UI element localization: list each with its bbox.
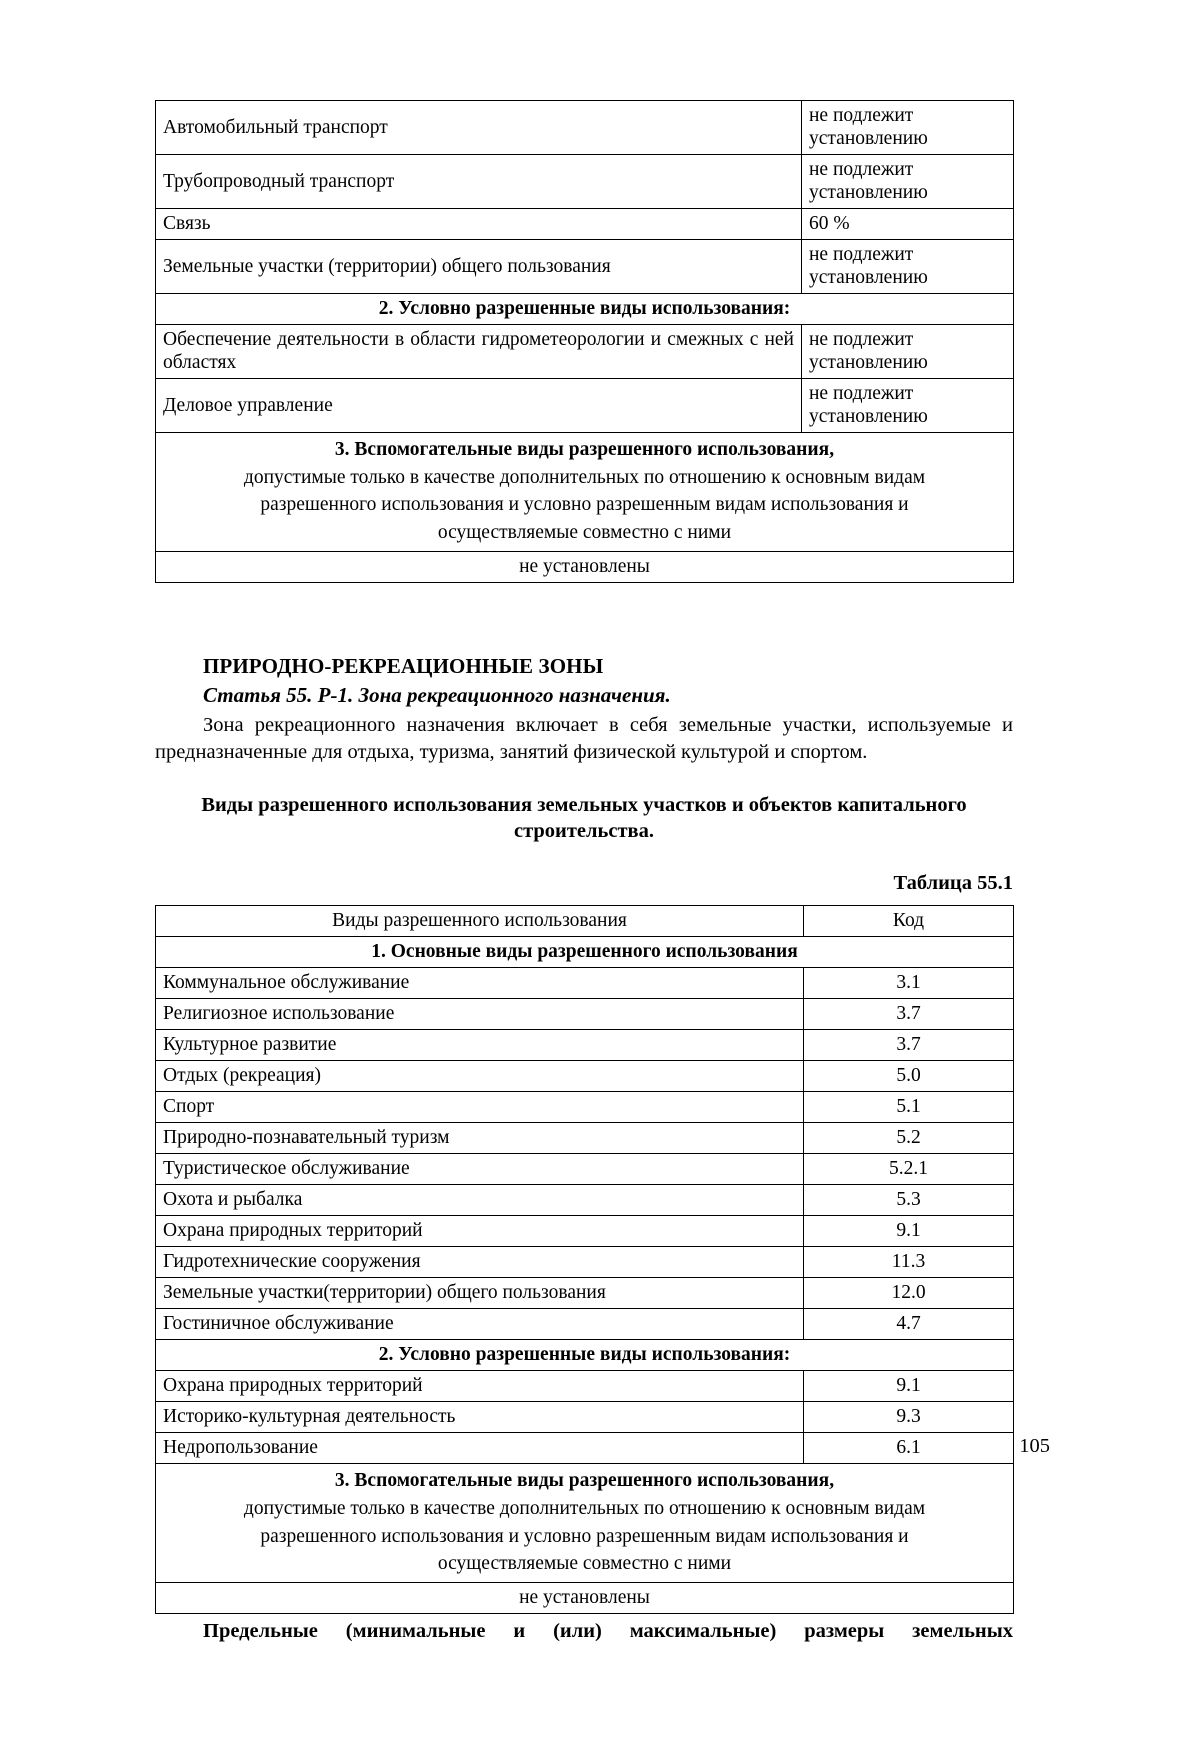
- use-type-cell: Гостиничное обслуживание: [156, 1309, 804, 1340]
- use-type-cell: Историко-культурная деятельность: [156, 1402, 804, 1433]
- use-type-cell: Охрана природных территорий: [156, 1371, 804, 1402]
- use-type-cell: Отдых (рекреация): [156, 1061, 804, 1092]
- table-row: [156, 1371, 1014, 1402]
- table-row: [156, 1030, 1014, 1061]
- auxiliary-uses-line-2: разрешенного использования и условно разрешенным видам использования и: [260, 494, 909, 516]
- use-type-cell: Обеспечение деятельности в области гидрометеорологии и смежных с ней областях: [156, 325, 802, 379]
- footer-continuation-text: Предельные (минимальные и (или) максимальные) размеры земельных: [203, 1620, 1013, 1643]
- use-type-cell: Трубопроводный транспорт: [156, 155, 802, 209]
- use-code-cell: 5.0: [804, 1061, 1014, 1092]
- table-section-header-row: [156, 294, 1014, 325]
- use-code-cell: 9.1: [804, 1216, 1014, 1247]
- table-row: [156, 968, 1014, 999]
- table-row: [156, 379, 1014, 433]
- table-row: [156, 1309, 1014, 1340]
- table-row: [156, 1278, 1014, 1309]
- table-row: [156, 1092, 1014, 1123]
- use-type-cell: Охрана природных территорий: [156, 1216, 804, 1247]
- table-row: [156, 155, 1014, 209]
- use-value-cell: не подлежит установлению: [802, 325, 1014, 379]
- use-type-cell: Гидротехнические сооружения: [156, 1247, 804, 1278]
- use-type-cell: Связь: [156, 209, 802, 240]
- table-section-note-row: [156, 433, 1014, 552]
- spacer: [155, 845, 1013, 871]
- use-value-cell: не подлежит установлению: [802, 240, 1014, 294]
- use-type-cell: Земельные участки(территории) общего пользования: [156, 1278, 804, 1309]
- table-row: [156, 1247, 1014, 1278]
- use-type-cell: Спорт: [156, 1092, 804, 1123]
- auxiliary-uses-heading: 3. Вспомогательные виды разрешенного использования,: [334, 439, 835, 460]
- use-value-cell: не подлежит установлению: [802, 155, 1014, 209]
- table-row: [156, 551, 1014, 582]
- table-header-row: [156, 906, 1014, 937]
- use-code-cell: 5.1: [804, 1092, 1014, 1123]
- table-row: [156, 1433, 1014, 1464]
- page-title: ПРИРОДНО-РЕКРЕАЦИОННЫЕ ЗОНЫ: [203, 653, 604, 678]
- use-code-cell: 6.1: [804, 1433, 1014, 1464]
- table-row: [156, 101, 1014, 155]
- section-header-conditional-uses: 2. Условно разрешенные виды использования:: [156, 1340, 1014, 1371]
- page-content: [155, 100, 1013, 1645]
- table-row: [156, 999, 1014, 1030]
- use-code-cell: 3.1: [804, 968, 1014, 999]
- table-row: [156, 1123, 1014, 1154]
- table-row: [156, 1185, 1014, 1216]
- table-row: [156, 1402, 1014, 1433]
- use-code-cell: 3.7: [804, 1030, 1014, 1061]
- table-caption: Таблица 55.1: [893, 871, 1013, 894]
- table-permitted-uses: [155, 905, 1014, 1614]
- table-row: [156, 1216, 1014, 1247]
- use-type-cell: Недропользование: [156, 1433, 804, 1464]
- use-value-cell: 60 %: [802, 209, 1014, 240]
- use-code-cell: 5.2: [804, 1123, 1014, 1154]
- use-code-cell: 12.0: [804, 1278, 1014, 1309]
- spacer: [155, 895, 1013, 905]
- article-title: Статья 55. Р-1. Зона рекреационного назначения.: [203, 683, 671, 707]
- use-type-cell: Туристическое обслуживание: [156, 1154, 804, 1185]
- auxiliary-uses-heading: 3. Вспомогательные виды разрешенного использования,: [334, 1470, 835, 1492]
- use-code-cell: 9.3: [804, 1402, 1014, 1433]
- permitted-uses-subheading-line-1: Виды разрешенного использования земельных участков и объектов капитального: [201, 793, 967, 816]
- use-code-cell: 9.1: [804, 1371, 1014, 1402]
- column-header-uses: Виды разрешенного использования: [156, 906, 804, 937]
- auxiliary-uses-line-1: допустимые только в качестве дополнительных по отношению к основным видам: [243, 1498, 926, 1520]
- use-type-cell: Культурное развитие: [156, 1030, 804, 1061]
- table-row: [156, 209, 1014, 240]
- use-type-cell: Природно-познавательный туризм: [156, 1123, 804, 1154]
- section-header-conditional-uses: 2. Условно разрешенные виды использования:: [156, 294, 1014, 325]
- use-code-cell: 5.2.1: [804, 1154, 1014, 1185]
- use-type-cell: Деловое управление: [156, 379, 802, 433]
- table-row: [156, 1061, 1014, 1092]
- use-code-cell: 5.3: [804, 1185, 1014, 1216]
- use-type-cell: Коммунальное обслуживание: [156, 968, 804, 999]
- permitted-uses-subheading-line-2: строительства.: [513, 820, 654, 843]
- use-value-cell: не подлежит установлению: [802, 101, 1014, 155]
- page-number: 105: [1019, 1435, 1050, 1457]
- spacer: [155, 583, 1013, 653]
- use-code-cell: 3.7: [804, 999, 1014, 1030]
- use-code-cell: 4.7: [804, 1309, 1014, 1340]
- table-row: [156, 1583, 1014, 1614]
- use-type-cell: Автомобильный транспорт: [156, 101, 802, 155]
- table-section-header-row: [156, 1340, 1014, 1371]
- table-row: [156, 240, 1014, 294]
- not-established-cell: не установлены: [156, 1583, 1014, 1614]
- table-section-note-row: [156, 1464, 1014, 1583]
- table-row: [156, 325, 1014, 379]
- spacer: [155, 766, 1013, 792]
- not-established-cell: не установлены: [156, 551, 1014, 582]
- table-row: [156, 1154, 1014, 1185]
- use-type-cell: Религиозное использование: [156, 999, 804, 1030]
- section-header-auxiliary-uses: [156, 1464, 1014, 1583]
- auxiliary-uses-line-3: осуществляемые совместно с ними: [437, 522, 732, 544]
- section-header-main-uses: 1. Основные виды разрешенного использования: [156, 937, 1014, 968]
- use-value-cell: не подлежит установлению: [802, 379, 1014, 433]
- auxiliary-uses-line-2: разрешенного использования и условно разрешенным видам использования и: [260, 1525, 909, 1547]
- table-continuation-top: [155, 100, 1014, 583]
- auxiliary-uses-line-3: осуществляемые совместно с ними: [437, 1553, 732, 1575]
- column-header-code: Код: [804, 906, 1014, 937]
- zone-description-paragraph: Зона рекреационного назначения включает в себя земельные участки, используемые и предназначенные для отдыха, туризма, занятий физической культурой и спортом.: [155, 714, 1013, 763]
- section-header-auxiliary-uses: [156, 433, 1014, 552]
- use-type-cell: Охота и рыбалка: [156, 1185, 804, 1216]
- use-code-cell: 11.3: [804, 1247, 1014, 1278]
- auxiliary-uses-line-1: допустимые только в качестве дополнительных по отношению к основным видам: [243, 466, 926, 488]
- use-type-cell: Земельные участки (территории) общего пользования: [156, 240, 802, 294]
- table-section-header-row: [156, 937, 1014, 968]
